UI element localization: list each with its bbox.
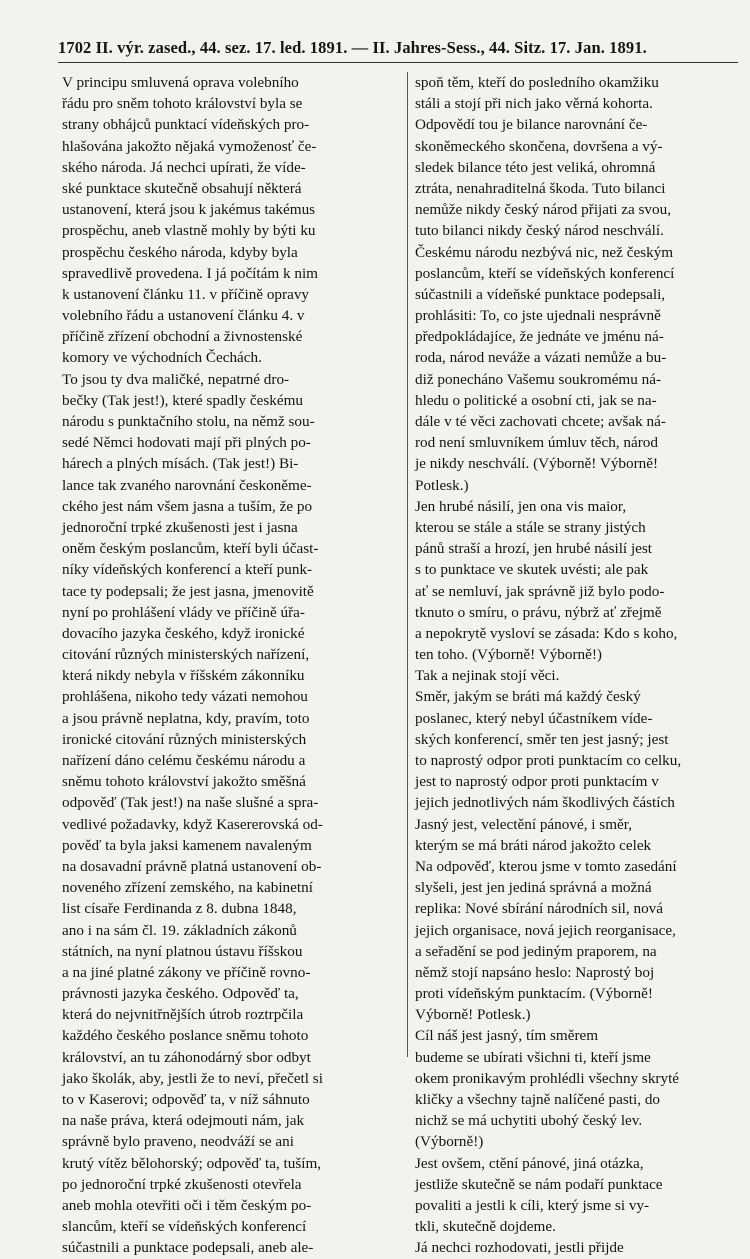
text-line: která nikdy nebyla v říšském zákonníku [62, 667, 305, 685]
text-line: prohlášena, nikoho tedy vázati nemohou [62, 688, 308, 706]
text-line: sedé Němci hodovati mají při plných po- [62, 434, 311, 452]
text-line: správně bylo praveno, neodváží se ani [62, 1133, 294, 1151]
text-line: spoň těm, kteří do posledního okamžiku [415, 74, 659, 91]
text-line: dále v té věci zachovati chcete; avšak ná- [415, 413, 666, 430]
text-line: nyní po prohlášení vlády ve příčině úřa- [62, 603, 305, 621]
text-line: volebního řádu a ustanovení článku 4. v [62, 307, 305, 325]
text-line: pánů straší a hrozí, jen hrubé násilí jest [415, 540, 653, 558]
text-line: ať se nemluví, jak správně již bylo podo- [415, 582, 665, 600]
text-line: ských konferencí, směr ten jest jasný; jest [415, 730, 669, 748]
text-line: každého českého poslance sněmu tohoto [62, 1027, 309, 1045]
text-line: V principu smluvená oprava volebního [62, 74, 299, 91]
text-line: diž ponecháno Vašemu soukromému ná- [415, 370, 662, 388]
text-line: slyšeli, jest jen jediná správná a možná [415, 879, 652, 897]
text-line: prospěchu českého národa, kdyby byla [62, 243, 298, 261]
page-header: 1702 II. výr. zased., 44. sez. 17. led. 1891. — II. Jahres-Sess., 44. Sitz. 17. Jan. 1891. [58, 38, 647, 57]
text-line: ano i na sám čl. 19. základních zákonů [62, 921, 297, 939]
text-line: súčastnili a vídeňské punktace podepsali, [415, 285, 666, 303]
text-line: Českému národu nezbývá nic, než českým [415, 243, 674, 261]
text-line: řádu pro sněm tohoto království byla se [62, 95, 303, 113]
header-rule [58, 62, 738, 63]
text-line: sledek bilance této jest veliká, ohromná [415, 158, 656, 176]
text-line: Jest ovšem, ctění pánové, jiná otázka, [415, 1154, 644, 1172]
text-line: skoněmeckého skončena, dovršena a vý- [415, 137, 663, 155]
text-line: súčastnili a punktace podepsali, aneb ale- [62, 1239, 314, 1257]
text-line: budeme se ubírati všichni ti, kteří jsme [415, 1048, 651, 1066]
text-line: roda, národ neváže a vázati nemůže a bu- [415, 349, 667, 367]
text-line: státních, na nyní platnou ústavu říšskou [62, 942, 303, 960]
text-line: prohlásiti: To, co jste ujednali nesprávně [415, 307, 661, 325]
text-line: kličky a všechny tajně nalíčené pasti, do [415, 1091, 661, 1108]
text-line: hlašována jakožto nějaká vymoženosť če- [62, 137, 317, 155]
text-line: ské punktace skutečně obsahují některá [62, 179, 302, 197]
text-line: odpověď (Tak jest!) na naše slušné a spra- [62, 794, 319, 812]
text-line: to naprostý odpor proti punktacím co celku, [415, 752, 682, 769]
text-line: jest to naprostý odpor proti punktacím v [415, 773, 659, 791]
text-line: rod není smluvníkem úmluv těch, národ [415, 434, 658, 452]
text-line: hledu o politické a osobní cti, jak se na- [415, 391, 657, 409]
text-line: níky vídeňských konferencí a kteří punk- [62, 561, 313, 579]
text-line: To jsou ty dva maličké, nepatrné dro- [62, 370, 290, 388]
text-line: sněmu tohoto království jakožto směšná [62, 773, 306, 791]
text-line: jejich organisace, nová jejich reorganisace, [415, 921, 676, 939]
text-line: okem pronikavým prohlédli všechny skryté [415, 1069, 680, 1087]
text-line: lance tak zvaného narovnání českoněme- [62, 476, 312, 494]
text-line: citování různých ministerských nařízení, [62, 646, 310, 664]
text-line: tknuto o smíru, o právu, nýbrž ať zřejmě [415, 603, 662, 621]
text-line: bečky (Tak jest!), které spadly českému [62, 391, 303, 409]
text-line: tace ty podepsali; že jest jasna, jmenovitě [62, 582, 314, 600]
text-line: poslanec, který nebyl účastníkem víde- [415, 709, 653, 727]
text-line: pověď ta byla jaksi kamenem navaleným [62, 836, 312, 854]
text-line: Tak a nejinak stojí věci. [415, 667, 560, 685]
text-line: právnosti jazyka českého. Odpověď ta, [62, 985, 299, 1003]
text-line: povaliti a jestli k cíli, který jsme si vy- [415, 1196, 650, 1214]
text-line: Výborně! Potlesk.) [415, 1006, 531, 1024]
text-line: s to punktace ve skutek uvésti; ale pak [415, 561, 649, 579]
text-line: ironické citování různých ministerských [62, 730, 307, 748]
text-line: (Výborně!) [415, 1133, 484, 1151]
text-line: a seřadění se pod jediným praporem, na [415, 942, 657, 960]
text-line: prospěchu, aneb vlastně mohly by býti ku [62, 222, 316, 240]
text-line: království, an tu záhonodárný sbor odbyt [62, 1048, 311, 1066]
text-line: Na odpověď, kterou jsme v tomto zasedání [415, 857, 677, 875]
text-line: ského národa. Já nechci upírati, že víde- [62, 158, 306, 176]
right-column [415, 72, 738, 1259]
text-line: jednoroční trpké zkušenosti jest i jasna [62, 518, 298, 536]
text-line: krutý vítěz bělohorský; odpověď ta, tuším, [62, 1154, 322, 1172]
text-line: poslancům, kteří se vídeňských konferencí [415, 264, 675, 282]
text-line: která do nejvnitřnějších útrob roztrpčila [62, 1006, 304, 1024]
text-line: vedlivé požadavky, když Kasererovská od- [62, 815, 323, 833]
text-line: komory ve východních Čechách. [62, 349, 262, 367]
text-line: to v Kaserovi; odpověď ta, v níž sáhnuto [62, 1091, 310, 1108]
text-line: tuto bilanci nikdy český národ neschválí. [415, 222, 664, 240]
text-line: replika: Nové sbírání národních sil, nová [415, 900, 663, 918]
text-line: Odpovědí tou je bilance narovnání če- [415, 116, 648, 134]
text-line: slancům, kteří se vídeňských konferencí [62, 1218, 307, 1236]
text-line: nemůže nikdy český národ přijati za svou, [415, 201, 671, 219]
text-line: Směr, jakým se bráti má každý český [415, 688, 641, 706]
text-line: a nepokrytě vysloví se zásada: Kdo s koho, [415, 624, 678, 642]
text-line: Jen hrubé násilí, jen ona vis maior, [415, 497, 627, 515]
left-column [62, 72, 402, 1259]
text-line: a na jiné platné zákony ve příčině rovno- [62, 963, 311, 981]
text-line: příčině zřízení obchodní a živnostenské [62, 328, 303, 346]
text-line: kterou se stále a stále se strany jistých [415, 518, 646, 536]
text-line: a jsou právně neplatna, kdy, pravím, toto [62, 709, 310, 727]
text-line: Potlesk.) [415, 476, 469, 494]
text-line: oněm českým poslancům, kteří byli účast- [62, 540, 319, 558]
text-line: na naše práva, která odejmouti nám, jak [62, 1112, 305, 1130]
text-line: nařízení dáno celému českému národu a [62, 752, 306, 769]
text-line: noveného zřízení zemského, na kabinetní [62, 879, 313, 897]
text-line: ztráta, nenahraditelná škoda. Tuto bilanci [415, 179, 666, 197]
text-line: aneb mohla otevřiti oči i těm českým po- [62, 1196, 312, 1214]
text-line: předpokládajíce, že jednáte ve jménu ná- [415, 328, 664, 346]
text-line: hárech a plných mísách. (Tak jest!) Bi- [62, 455, 299, 473]
text-line: národu s punktačního stolu, na němž sou- [62, 413, 315, 430]
text-line: nichž se má uchytiti ubohý český lev. [415, 1112, 643, 1130]
text-line: na dosavadní právně platná ustanovení ob- [62, 857, 322, 875]
text-line: list císaře Ferdinanda z 8. dubna 1848, [62, 900, 297, 918]
text-line: ckého jest nám všem jasna a tuším, že po [62, 497, 313, 515]
text-line: strany obhájců punktací vídeňských pro- [62, 116, 310, 134]
text-line: stáli a stojí při nich jako věrná kohorta. [415, 95, 653, 113]
text-line: tkli, skutečně dojdeme. [415, 1218, 556, 1236]
text-line: ustanovení, která jsou k jakémus takémus [62, 201, 316, 219]
text-line: kterým se má bráti národ jakožto celek [415, 836, 652, 854]
text-line: Jasný jest, velectění pánové, i směr, [415, 815, 633, 833]
text-line: je nikdy neschválí. (Výborně! Výborně! [415, 455, 659, 473]
text-line: Já nechci rozhodovati, jestli přijde [415, 1239, 624, 1257]
text-line: spravedlivě provedena. I já počítám k nim [62, 264, 318, 282]
text-line: ten toho. (Výborně! Výborně!) [415, 646, 602, 664]
text-line: k ustanovení článku 11. v příčině opravy [62, 285, 310, 303]
text-line: po jednoroční trpké zkušenosti otevřela [62, 1175, 302, 1193]
text-line: jako školák, aby, jestli že to neví, přečetl si [62, 1069, 323, 1087]
text-line: dovacího jazyka českého, když ironické [62, 624, 305, 642]
column-divider [407, 72, 408, 1057]
text-line: Cíl náš jest jasný, tím směrem [415, 1027, 599, 1045]
text-line: němž stojí napsáno heslo: Naprostý boj [415, 963, 655, 981]
text-line: proti vídeňským punktacím. (Výborně! [415, 985, 653, 1003]
text-line: jestliže skutečně se nám podaří punktace [415, 1175, 663, 1193]
text-line: jejich jednotlivých nám škodlivých částích [415, 794, 675, 812]
